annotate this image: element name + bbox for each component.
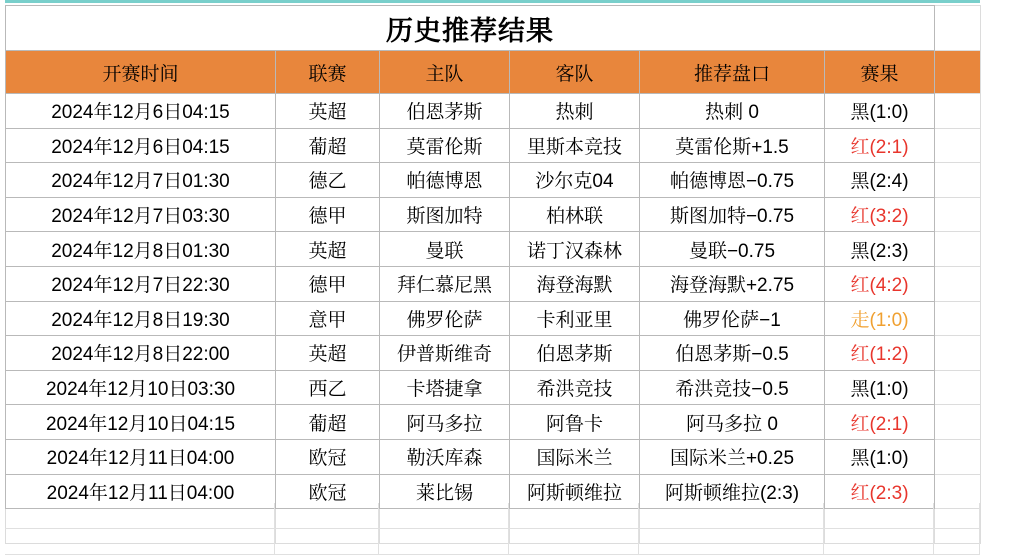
cell-tail <box>935 94 981 129</box>
cell-league: 英超 <box>276 94 380 129</box>
cell-away: 里斯本竞技 <box>510 128 640 163</box>
cell-result: 红(2:1) <box>825 405 935 440</box>
cell-league: 欧冠 <box>276 439 380 474</box>
cell-line: 热刺 0 <box>640 94 825 129</box>
empty-grid-cell <box>639 503 824 529</box>
cell-home: 卡塔捷拿 <box>380 370 510 405</box>
cell-tail <box>935 197 981 232</box>
table-row <box>6 232 981 267</box>
cell-result: 红(1:2) <box>825 336 935 371</box>
cell-away: 沙尔克04 <box>510 163 640 198</box>
cell-time: 2024年12月11日04:00 <box>6 474 276 509</box>
cell-tail <box>935 163 981 198</box>
cell-home: 伯恩茅斯 <box>380 94 510 129</box>
cell-line: 海登海默+2.75 <box>640 266 825 301</box>
cell-away: 诺丁汉森林 <box>510 232 640 267</box>
cell-result: 红(4:2) <box>825 266 935 301</box>
cell-line: 斯图加特−0.75 <box>640 197 825 232</box>
table-row <box>6 370 981 405</box>
cell-tail <box>935 439 981 474</box>
cell-league: 西乙 <box>276 370 380 405</box>
cell-result: 走(1:0) <box>825 301 935 336</box>
empty-grid-cell <box>5 529 275 555</box>
cell-result: 红(2:3) <box>825 474 935 509</box>
cell-line: 莫雷伦斯+1.5 <box>640 128 825 163</box>
cell-line: 曼联−0.75 <box>640 232 825 267</box>
cell-time: 2024年12月11日04:00 <box>6 439 276 474</box>
cell-time: 2024年12月8日19:30 <box>6 301 276 336</box>
empty-grid-cell <box>824 503 934 529</box>
header-tail-cell <box>935 51 981 94</box>
title-tail-cell <box>935 6 981 51</box>
cell-time: 2024年12月10日03:30 <box>6 370 276 405</box>
table-row <box>6 128 981 163</box>
cell-away: 柏林联 <box>510 197 640 232</box>
empty-grid-cell <box>379 529 509 555</box>
page-title-cell <box>6 6 935 51</box>
cell-result: 黑(1:0) <box>825 94 935 129</box>
cell-away: 阿鲁卡 <box>510 405 640 440</box>
cell-league: 意甲 <box>276 301 380 336</box>
cell-tail <box>935 370 981 405</box>
cell-league: 德甲 <box>276 266 380 301</box>
cell-line: 佛罗伦萨−1 <box>640 301 825 336</box>
column-header-home: 主队 <box>380 51 510 94</box>
table-row <box>6 405 981 440</box>
cell-tail <box>935 266 981 301</box>
cell-away: 海登海默 <box>510 266 640 301</box>
cell-time: 2024年12月8日22:00 <box>6 336 276 371</box>
empty-grid-row <box>5 503 980 529</box>
cell-home: 佛罗伦萨 <box>380 301 510 336</box>
empty-grid-cell <box>275 503 379 529</box>
cell-time: 2024年12月7日03:30 <box>6 197 276 232</box>
cell-line: 国际米兰+0.25 <box>640 439 825 474</box>
cell-result: 红(3:2) <box>825 197 935 232</box>
right-margin <box>1005 0 1010 559</box>
empty-grid-cell <box>379 503 509 529</box>
empty-grid-cell <box>509 503 639 529</box>
cell-tail <box>935 128 981 163</box>
cell-home: 伊普斯维奇 <box>380 336 510 371</box>
empty-grid-cell <box>509 529 639 555</box>
column-header-result: 赛果 <box>825 51 935 94</box>
cell-time: 2024年12月6日04:15 <box>6 128 276 163</box>
cell-time: 2024年12月10日04:15 <box>6 405 276 440</box>
table-row <box>6 301 981 336</box>
cell-line: 阿马多拉 0 <box>640 405 825 440</box>
cell-away: 热刺 <box>510 94 640 129</box>
empty-grid-cell <box>824 529 934 555</box>
cell-league: 英超 <box>276 336 380 371</box>
table-row <box>6 266 981 301</box>
cell-league: 欧冠 <box>276 474 380 509</box>
cell-home: 帕德博恩 <box>380 163 510 198</box>
cell-home: 勒沃库森 <box>380 439 510 474</box>
cell-league: 英超 <box>276 232 380 267</box>
cell-away: 卡利亚里 <box>510 301 640 336</box>
column-header-league: 联赛 <box>276 51 380 94</box>
table-header-row <box>6 51 981 94</box>
cell-time: 2024年12月8日01:30 <box>6 232 276 267</box>
table-row <box>6 336 981 371</box>
cell-tail <box>935 405 981 440</box>
cell-home: 曼联 <box>380 232 510 267</box>
empty-grid-cell <box>639 529 824 555</box>
column-header-time: 开赛时间 <box>6 51 276 94</box>
cell-home: 莫雷伦斯 <box>380 128 510 163</box>
cell-line: 帕德博恩−0.75 <box>640 163 825 198</box>
empty-grid-cell <box>275 529 379 555</box>
page-title: 历史推荐结果 <box>386 15 555 46</box>
empty-grid-cell <box>934 503 980 529</box>
cell-result: 黑(2:4) <box>825 163 935 198</box>
cell-away: 阿斯顿维拉 <box>510 474 640 509</box>
empty-grid-row <box>5 529 980 555</box>
cell-result: 黑(2:3) <box>825 232 935 267</box>
cell-league: 德甲 <box>276 197 380 232</box>
cell-tail <box>935 301 981 336</box>
cell-result: 黑(1:0) <box>825 370 935 405</box>
cell-result: 红(2:1) <box>825 128 935 163</box>
cell-home: 斯图加特 <box>380 197 510 232</box>
cell-line: 阿斯顿维拉(2:3) <box>640 474 825 509</box>
cell-league: 葡超 <box>276 128 380 163</box>
cell-time: 2024年12月6日04:15 <box>6 94 276 129</box>
cell-tail <box>935 232 981 267</box>
cell-line: 伯恩茅斯−0.5 <box>640 336 825 371</box>
cell-away: 希洪竞技 <box>510 370 640 405</box>
cell-tail <box>935 336 981 371</box>
cell-away: 国际米兰 <box>510 439 640 474</box>
empty-grid-cell <box>5 503 275 529</box>
title-row <box>6 6 981 51</box>
table-row <box>6 197 981 232</box>
cell-result: 黑(1:0) <box>825 439 935 474</box>
empty-grid-area <box>5 503 980 555</box>
column-header-line: 推荐盘口 <box>640 51 825 94</box>
cell-away: 伯恩茅斯 <box>510 336 640 371</box>
table-row <box>6 94 981 129</box>
table-row <box>6 439 981 474</box>
cell-league: 葡超 <box>276 405 380 440</box>
empty-grid-cell <box>934 529 980 555</box>
column-header-away: 客队 <box>510 51 640 94</box>
cell-home: 阿马多拉 <box>380 405 510 440</box>
cell-time: 2024年12月7日22:30 <box>6 266 276 301</box>
cell-home: 莱比锡 <box>380 474 510 509</box>
cell-line: 希洪竞技−0.5 <box>640 370 825 405</box>
cell-league: 德乙 <box>276 163 380 198</box>
table-row <box>6 163 981 198</box>
cell-home: 拜仁慕尼黑 <box>380 266 510 301</box>
history-results-table <box>5 5 981 544</box>
top-accent-bar <box>5 0 980 3</box>
cell-time: 2024年12月7日01:30 <box>6 163 276 198</box>
